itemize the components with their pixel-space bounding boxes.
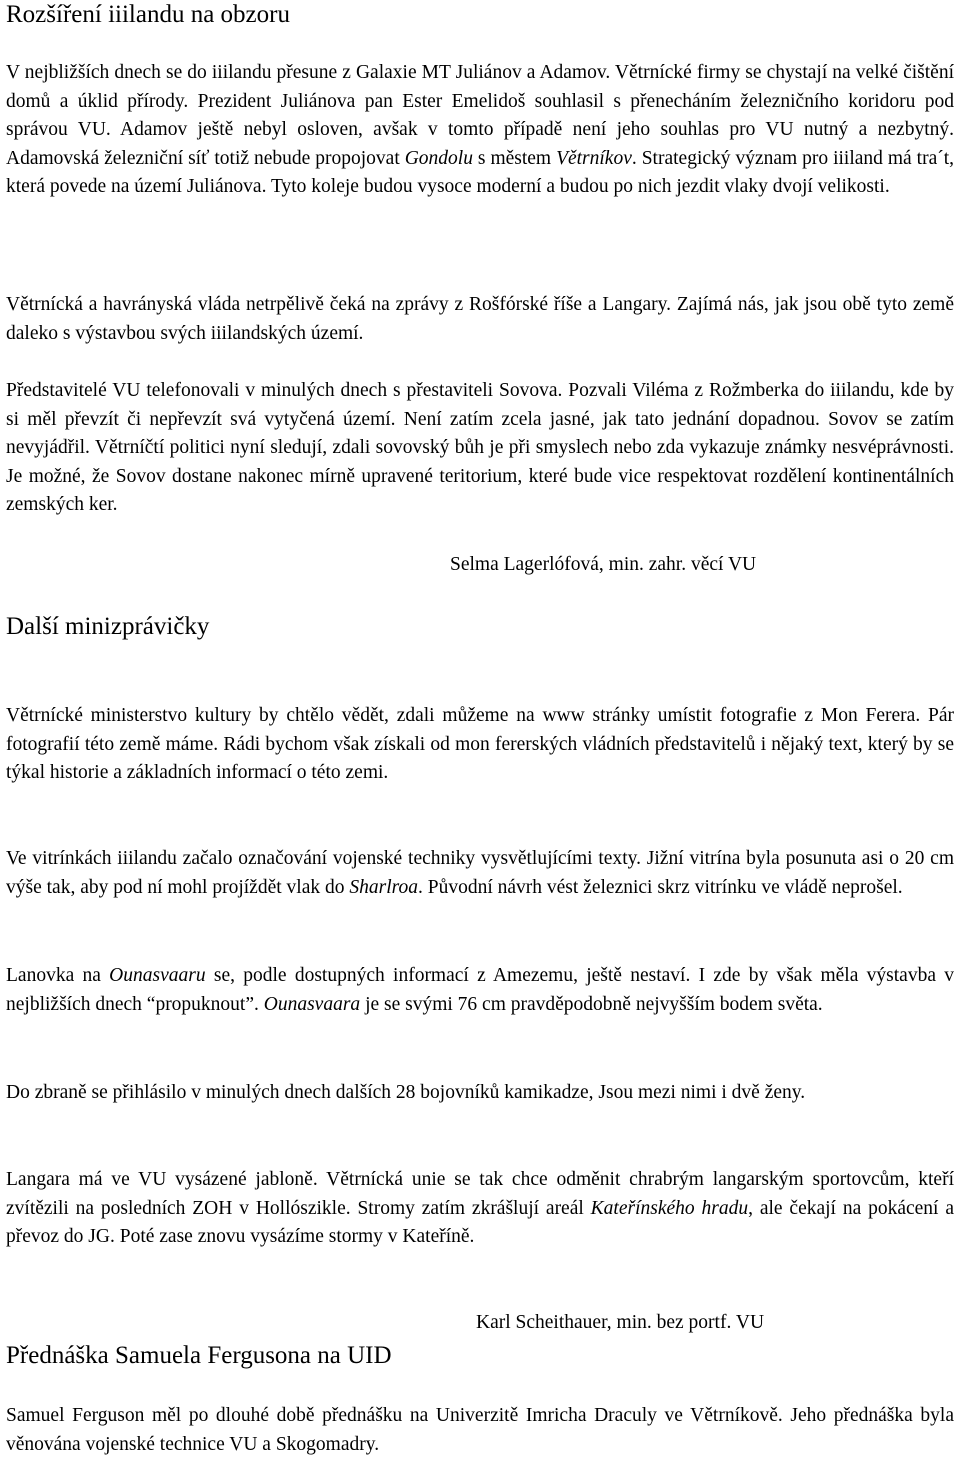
paragraph-sovov-talks: Představitelé VU telefonovali v minulých dnech s přestaviteli Sovova. Pozvali Viléma z Rožmberka do iiilandu, kde by si měl převzít či nepřevzít svá vytyčená území. Není zatím zcela jasné, jak tato jednání dopadnou. Sovov se zatím nevyjádřil. Větrníčtí politici nyní sledují, zdali sovovský bůh je při smyslech nebo zda vykazuje známky nesvéprávnosti. Je možné, že Sovov dostane nakonec mírně upravené teritorium, které bude vice respektovat rozdělení kontinentálních zemských ker. xyxy=(6,380,954,516)
paragraph-kamikaze: Do zbraně se přihlásilo v minulých dnech dalších 28 bojovníků kamikadze, Jsou mezi nimi i dvě ženy. xyxy=(6,1082,806,1103)
section-title-ferguson-lecture: Přednáška Samuela Fergusona na UID xyxy=(6,1342,392,1369)
section-title-expansion: Rozšíření iiilandu na obzoru xyxy=(6,1,290,28)
signature-foreign-minister: Selma Lagerlófová, min. zahr. věcí VU xyxy=(450,554,757,575)
paragraph-expansion-intro: V nejbližších dnech se do iiilandu přesune z Galaxie MT Juliánov a Adamov. Větrnícké firmy se chystají na velké čištění domů a úklid přírody. Prezident Juliánova pan Ester Emelidoš souhlasil s přenecháním železničního koridoru pod správou VU. Adamov ještě nebyl osloven, avšak v tomto případě není jeho souhlas pro VU nutný a nezbytný. Adamovská železniční síť totiž nebude propojovat Gondolu s městem Větrníkov. Strategický význam pro iiiland má tra´t, která povede na území Juliánova. Tyto koleje budou vysoce moderní a budou po nich jezdit vlaky dvojí velikosti. xyxy=(6,62,955,198)
section-title-mini-news: Další minizprávičky xyxy=(6,613,210,640)
paragraph-ferguson-lecture: Samuel Ferguson měl po dlouhé době přednášku na Univerzitě Imricha Draculy ve Větrníkově. Jeho přednáška byla věnována vojenské technice VU a Skogomadry. xyxy=(6,1405,954,1455)
paragraph-ministry-culture: Větrnícké ministerstvo kultury by chtělo vědět, zdali můžeme na www stránky umístit fotografie z Mon Ferera. Pár fotografií této země máme. Rádi bychom však získali od mon fererských vládních představitelů i nějaký text, který by se týkal historie a základních informací o této zemi. xyxy=(6,705,954,784)
paragraph-governments-waiting: Větrnícká a havrányská vláda netrpělivě čeká na zprávy z Rošfórské říše a Langary. Zajímá nás, jak jsou obě tyto země daleko s výstavbou svých iiilandských území. xyxy=(6,294,954,344)
paragraph-apple-trees: Langara má ve VU vysázené jabloně. Větrnícká unie se tak chce odměnit chrabrým langarským sportovcům, kteří zvítězili na posledních ZOH v Hollószikle. Stromy zatím zkrášlují areál Kateřínského hradu, ale čekají na pokácení a převoz do JG. Poté zase znovu vysázíme stormy v Kateříně. xyxy=(6,1169,954,1248)
signature-minister-without-portfolio: Karl Scheithauer, min. bez portf. VU xyxy=(476,1312,765,1333)
paragraph-cable-car: Lanovka na Ounasvaaru se, podle dostupných informací z Amezemu, ještě nestaví. I zde by však měla výstavba v nejbližších dnech “propuknout”. Ounasvaara je se svými 76 cm pravděpodobně nejvyšším bodem světa. xyxy=(6,965,954,1015)
paragraph-showcase-labels: Ve vitrínkách iiilandu začalo označování vojenské techniky vysvětlujícími texty. Jižní vitrína byla posunuta asi o 20 cm výše tak, aby pod ní mohl projíždět vlak do Sharlroa. Původní návrh vést železnici skrz vitrínku ve vládě neprošel. xyxy=(6,848,954,898)
